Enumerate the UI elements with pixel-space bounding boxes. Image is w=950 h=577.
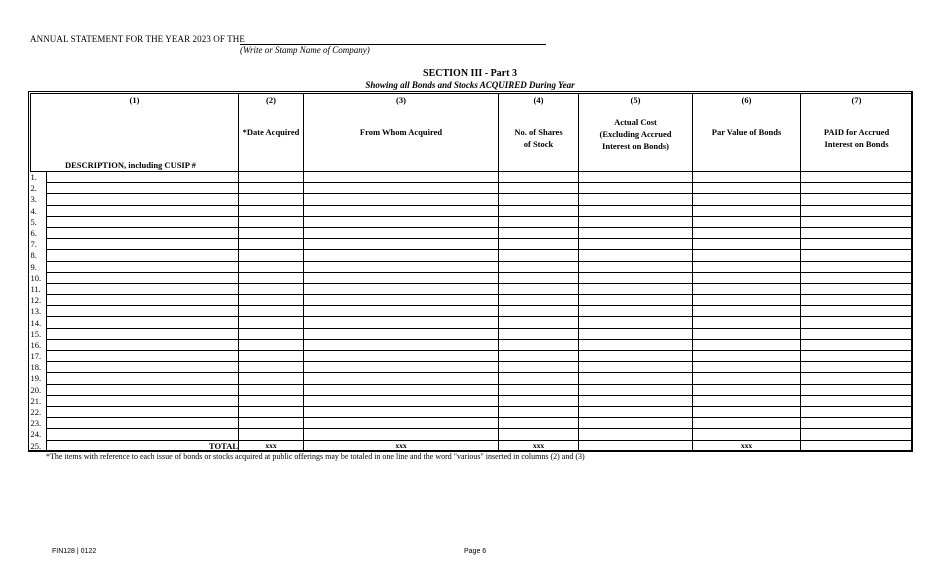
par-value-cell[interactable] [693, 194, 801, 205]
total-col6: xxx [693, 440, 801, 451]
description-cell[interactable] [47, 172, 239, 183]
accrued-interest-cell[interactable] [801, 272, 913, 283]
column-header-4 [499, 94, 579, 172]
acquisitions-table [30, 93, 913, 452]
table-row [31, 395, 913, 406]
table-row [31, 172, 913, 183]
shares-cell[interactable] [499, 317, 579, 328]
row-number: 18. [31, 362, 47, 373]
shares-cell[interactable] [499, 418, 579, 429]
description-cell[interactable] [47, 418, 239, 429]
statement-header: ANNUAL STATEMENT FOR THE YEAR 2023 OF THE [30, 34, 245, 44]
date-acquired-cell[interactable] [239, 183, 304, 194]
from-whom-cell[interactable] [304, 418, 499, 429]
actual-cost-cell[interactable] [579, 362, 693, 373]
from-whom-cell[interactable] [304, 272, 499, 283]
accrued-interest-cell[interactable] [801, 283, 913, 294]
table-row [31, 406, 913, 417]
accrued-interest-cell[interactable] [801, 306, 913, 317]
par-value-cell[interactable] [693, 227, 801, 238]
shares-cell[interactable] [499, 328, 579, 339]
accrued-interest-cell[interactable] [801, 205, 913, 216]
date-acquired-cell[interactable] [239, 194, 304, 205]
date-acquired-cell[interactable] [239, 395, 304, 406]
column-label-5-line3: Interest on Bonds) [602, 141, 669, 151]
column-header-6 [693, 94, 801, 172]
description-cell[interactable] [47, 351, 239, 362]
par-value-cell[interactable] [693, 239, 801, 250]
actual-cost-cell[interactable] [579, 339, 693, 350]
table-row [31, 317, 913, 328]
par-value-cell[interactable] [693, 406, 801, 417]
from-whom-cell[interactable] [304, 194, 499, 205]
description-cell[interactable] [47, 183, 239, 194]
accrued-interest-cell[interactable] [801, 183, 913, 194]
par-value-cell[interactable] [693, 272, 801, 283]
accrued-interest-cell[interactable] [801, 317, 913, 328]
from-whom-cell[interactable] [304, 406, 499, 417]
accrued-interest-cell[interactable] [801, 362, 913, 373]
description-cell[interactable] [47, 295, 239, 306]
par-value-cell[interactable] [693, 351, 801, 362]
par-value-cell[interactable] [693, 306, 801, 317]
column-number-5: (5) [630, 95, 641, 105]
column-label-4-line1: No. of Shares [514, 127, 563, 137]
from-whom-cell[interactable] [304, 339, 499, 350]
shares-cell[interactable] [499, 395, 579, 406]
from-whom-cell[interactable] [304, 183, 499, 194]
actual-cost-cell[interactable] [579, 216, 693, 227]
row-number: 4. [31, 205, 47, 216]
table-row [31, 205, 913, 216]
shares-cell[interactable] [499, 429, 579, 440]
description-cell[interactable] [47, 283, 239, 294]
section-title: SECTION III - Part 3 [423, 68, 517, 79]
row-number: 11. [31, 283, 47, 294]
accrued-interest-cell[interactable] [801, 261, 913, 272]
par-value-cell[interactable] [693, 362, 801, 373]
column-number-2: (2) [266, 95, 276, 105]
date-acquired-cell[interactable] [239, 429, 304, 440]
column-header-1 [31, 94, 239, 172]
description-cell[interactable] [47, 429, 239, 440]
from-whom-cell[interactable] [304, 283, 499, 294]
from-whom-cell[interactable] [304, 306, 499, 317]
actual-cost-cell[interactable] [579, 172, 693, 183]
date-acquired-cell[interactable] [239, 306, 304, 317]
shares-cell[interactable] [499, 227, 579, 238]
shares-cell[interactable] [499, 406, 579, 417]
column-number-1: (1) [129, 95, 140, 105]
actual-cost-cell[interactable] [579, 306, 693, 317]
from-whom-cell[interactable] [304, 295, 499, 306]
description-cell[interactable] [47, 384, 239, 395]
table-row [31, 239, 913, 250]
row-number: 2. [31, 183, 47, 194]
table-row [31, 429, 913, 440]
shares-cell[interactable] [499, 205, 579, 216]
description-cell[interactable] [47, 373, 239, 384]
actual-cost-cell[interactable] [579, 351, 693, 362]
date-acquired-cell[interactable] [239, 216, 304, 227]
date-acquired-cell[interactable] [239, 205, 304, 216]
from-whom-cell[interactable] [304, 328, 499, 339]
shares-cell[interactable] [499, 272, 579, 283]
date-acquired-cell[interactable] [239, 295, 304, 306]
actual-cost-cell[interactable] [579, 205, 693, 216]
column-label-3: From Whom Acquired [359, 127, 443, 137]
from-whom-cell[interactable] [304, 172, 499, 183]
shares-cell[interactable] [499, 172, 579, 183]
actual-cost-cell[interactable] [579, 373, 693, 384]
total-col2: xxx [239, 440, 304, 451]
row-number: 25. [31, 440, 47, 451]
column-label-2: *Date Acquired [242, 127, 300, 137]
shares-cell[interactable] [499, 250, 579, 261]
actual-cost-cell[interactable] [579, 250, 693, 261]
row-number: 16. [31, 339, 47, 350]
column-header-row [31, 94, 913, 172]
column-number-6: (6) [741, 95, 752, 105]
row-number: 20. [31, 384, 47, 395]
description-cell[interactable] [47, 406, 239, 417]
accrued-interest-cell[interactable] [801, 429, 913, 440]
actual-cost-cell[interactable] [579, 283, 693, 294]
form-id: FIN128 | 0122 [52, 548, 97, 555]
accrued-interest-cell[interactable] [801, 373, 913, 384]
total-actual-cost-cell[interactable] [579, 440, 693, 451]
column-header-5 [579, 94, 693, 172]
actual-cost-cell[interactable] [579, 406, 693, 417]
from-whom-cell[interactable] [304, 384, 499, 395]
from-whom-cell[interactable] [304, 261, 499, 272]
par-value-cell[interactable] [693, 261, 801, 272]
table-body [31, 172, 913, 452]
row-number: 21. [31, 395, 47, 406]
row-number: 9. [31, 261, 47, 272]
row-number: 14. [31, 317, 47, 328]
column-header-7 [801, 94, 913, 172]
accrued-interest-cell[interactable] [801, 339, 913, 350]
row-number: 1. [31, 172, 47, 183]
column-label-5 [579, 116, 692, 152]
column-number-4: (4) [533, 95, 544, 105]
accrued-interest-cell[interactable] [801, 227, 913, 238]
shares-cell[interactable] [499, 216, 579, 227]
par-value-cell[interactable] [693, 216, 801, 227]
accrued-interest-cell[interactable] [801, 384, 913, 395]
actual-cost-cell[interactable] [579, 317, 693, 328]
row-number: 10. [31, 272, 47, 283]
row-number: 5. [31, 216, 47, 227]
total-row [31, 440, 913, 451]
column-label-4 [499, 126, 578, 150]
shares-cell[interactable] [499, 384, 579, 395]
shares-cell[interactable] [499, 362, 579, 373]
table-row [31, 272, 913, 283]
column-label-4-line2: of Stock [523, 139, 554, 149]
par-value-cell[interactable] [693, 395, 801, 406]
shares-cell[interactable] [499, 295, 579, 306]
description-cell[interactable] [47, 239, 239, 250]
accrued-interest-cell[interactable] [801, 239, 913, 250]
footnote: *The items with reference to each issue of bonds or stocks acquired at public offerings may be totaled in one line and the word "various" inserted in columns (2) and (3) [46, 452, 585, 461]
description-cell[interactable] [47, 227, 239, 238]
table-row [31, 384, 913, 395]
shares-cell[interactable] [499, 194, 579, 205]
date-acquired-cell[interactable] [239, 283, 304, 294]
date-acquired-cell[interactable] [239, 418, 304, 429]
table-row [31, 250, 913, 261]
row-number: 19. [31, 373, 47, 384]
accrued-interest-cell[interactable] [801, 194, 913, 205]
row-number: 13. [31, 306, 47, 317]
row-number: 3. [31, 194, 47, 205]
shares-cell[interactable] [499, 239, 579, 250]
accrued-interest-cell[interactable] [801, 418, 913, 429]
table-row [31, 295, 913, 306]
column-label-7-line1: PAID for Accrued [823, 127, 890, 137]
total-accrued-interest-cell[interactable] [801, 440, 913, 451]
row-number: 24. [31, 429, 47, 440]
description-cell[interactable] [47, 216, 239, 227]
total-col4: xxx [499, 440, 579, 451]
table-row [31, 339, 913, 350]
description-cell[interactable] [47, 205, 239, 216]
column-number-7: (7) [851, 95, 862, 105]
actual-cost-cell[interactable] [579, 183, 693, 194]
shares-cell[interactable] [499, 351, 579, 362]
accrued-interest-cell[interactable] [801, 406, 913, 417]
actual-cost-cell[interactable] [579, 384, 693, 395]
accrued-interest-cell[interactable] [801, 351, 913, 362]
table-row [31, 362, 913, 373]
accrued-interest-cell[interactable] [801, 172, 913, 183]
par-value-cell[interactable] [693, 283, 801, 294]
description-cell[interactable] [47, 339, 239, 350]
from-whom-cell[interactable] [304, 227, 499, 238]
table-row [31, 306, 913, 317]
date-acquired-cell[interactable] [239, 239, 304, 250]
column-header-2 [239, 94, 304, 172]
accrued-interest-cell[interactable] [801, 295, 913, 306]
date-acquired-cell[interactable] [239, 261, 304, 272]
table-row [31, 227, 913, 238]
shares-cell[interactable] [499, 283, 579, 294]
description-cell[interactable] [47, 395, 239, 406]
row-number: 17. [31, 351, 47, 362]
column-label-5-line2: (Excluding Accrued [599, 129, 672, 139]
date-acquired-cell[interactable] [239, 339, 304, 350]
from-whom-cell[interactable] [304, 239, 499, 250]
description-cell[interactable] [47, 317, 239, 328]
par-value-cell[interactable] [693, 384, 801, 395]
company-name-caption: (Write or Stamp Name of Company) [240, 45, 370, 55]
column-label-7-line2: Interest on Bonds [824, 139, 889, 149]
table-row [31, 373, 913, 384]
description-cell[interactable] [47, 261, 239, 272]
table-row [31, 283, 913, 294]
row-number: 15. [31, 328, 47, 339]
date-acquired-cell[interactable] [239, 172, 304, 183]
par-value-cell[interactable] [693, 317, 801, 328]
shares-cell[interactable] [499, 306, 579, 317]
par-value-cell[interactable] [693, 172, 801, 183]
row-number: 12. [31, 295, 47, 306]
date-acquired-cell[interactable] [239, 227, 304, 238]
column-label-7 [801, 126, 912, 150]
shares-cell[interactable] [499, 339, 579, 350]
from-whom-cell[interactable] [304, 395, 499, 406]
from-whom-cell[interactable] [304, 250, 499, 261]
total-col3: xxx [304, 440, 499, 451]
column-number-3: (3) [396, 95, 406, 105]
from-whom-cell[interactable] [304, 351, 499, 362]
actual-cost-cell[interactable] [579, 418, 693, 429]
from-whom-cell[interactable] [304, 205, 499, 216]
date-acquired-cell[interactable] [239, 250, 304, 261]
description-cell[interactable] [47, 194, 239, 205]
par-value-cell[interactable] [693, 250, 801, 261]
shares-cell[interactable] [499, 261, 579, 272]
accrued-interest-cell[interactable] [801, 250, 913, 261]
actual-cost-cell[interactable] [579, 239, 693, 250]
accrued-interest-cell[interactable] [801, 328, 913, 339]
par-value-cell[interactable] [693, 339, 801, 350]
actual-cost-cell[interactable] [579, 261, 693, 272]
actual-cost-cell[interactable] [579, 429, 693, 440]
description-cell[interactable] [47, 250, 239, 261]
description-cell[interactable] [47, 328, 239, 339]
date-acquired-cell[interactable] [239, 351, 304, 362]
par-value-cell[interactable] [693, 429, 801, 440]
column-label-5-line1: Actual Cost [614, 117, 657, 127]
from-whom-cell[interactable] [304, 362, 499, 373]
date-acquired-cell[interactable] [239, 384, 304, 395]
par-value-cell[interactable] [693, 373, 801, 384]
date-acquired-cell[interactable] [239, 272, 304, 283]
par-value-cell[interactable] [693, 328, 801, 339]
par-value-cell[interactable] [693, 205, 801, 216]
description-cell[interactable] [47, 272, 239, 283]
actual-cost-cell[interactable] [579, 328, 693, 339]
row-number: 8. [31, 250, 47, 261]
table-row [31, 194, 913, 205]
column-label-6: Par Value of Bonds [711, 127, 782, 137]
row-number: 7. [31, 239, 47, 250]
table-row [31, 183, 913, 194]
row-number: 6. [31, 227, 47, 238]
accrued-interest-cell[interactable] [801, 216, 913, 227]
row-number: 23. [31, 418, 47, 429]
total-label: TOTAL [47, 440, 239, 451]
from-whom-cell[interactable] [304, 317, 499, 328]
from-whom-cell[interactable] [304, 373, 499, 384]
table-row [31, 351, 913, 362]
description-cell[interactable] [47, 306, 239, 317]
actual-cost-cell[interactable] [579, 272, 693, 283]
description-cell[interactable] [47, 362, 239, 373]
table-row [31, 216, 913, 227]
actual-cost-cell[interactable] [579, 194, 693, 205]
date-acquired-cell[interactable] [239, 406, 304, 417]
column-header-3 [304, 94, 499, 172]
actual-cost-cell[interactable] [579, 227, 693, 238]
par-value-cell[interactable] [693, 418, 801, 429]
table-row [31, 418, 913, 429]
shares-cell[interactable] [499, 373, 579, 384]
date-acquired-cell[interactable] [239, 328, 304, 339]
date-acquired-cell[interactable] [239, 362, 304, 373]
shares-cell[interactable] [499, 183, 579, 194]
actual-cost-cell[interactable] [579, 295, 693, 306]
table-row [31, 261, 913, 272]
page-number: Page 6 [464, 548, 487, 555]
par-value-cell[interactable] [693, 183, 801, 194]
actual-cost-cell[interactable] [579, 395, 693, 406]
par-value-cell[interactable] [693, 295, 801, 306]
table-row [31, 328, 913, 339]
from-whom-cell[interactable] [304, 216, 499, 227]
column-label-1: DESCRIPTION, including CUSIP # [65, 160, 196, 170]
date-acquired-cell[interactable] [239, 317, 304, 328]
section-subtitle: Showing all Bonds and Stocks ACQUIRED During Year [365, 80, 575, 90]
from-whom-cell[interactable] [304, 429, 499, 440]
date-acquired-cell[interactable] [239, 373, 304, 384]
row-number: 22. [31, 406, 47, 417]
accrued-interest-cell[interactable] [801, 395, 913, 406]
